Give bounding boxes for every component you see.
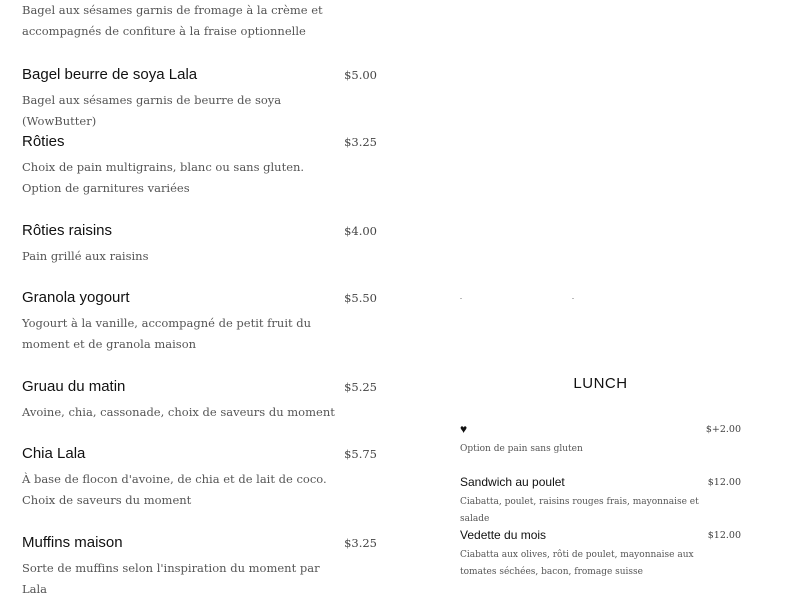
menu-item-description: Choix de pain multigrains, blanc ou sans gluten. Option de garnitures variées bbox=[22, 160, 305, 195]
menu-item bbox=[22, 133, 377, 199]
menu-item-price: $5.50 bbox=[344, 291, 377, 305]
menu-item bbox=[22, 222, 377, 267]
menu-item-description: Option de pain sans gluten bbox=[460, 444, 583, 454]
menu-item-name: Rôties raisins bbox=[22, 222, 113, 239]
divider bbox=[460, 298, 462, 299]
menu-item-price: $5.75 bbox=[344, 447, 377, 461]
menu-item bbox=[22, 445, 377, 511]
menu-item bbox=[22, 289, 377, 355]
menu-item-description: À base de flocon d'avoine, de chia et de lait de coco. Choix de saveurs du moment bbox=[22, 472, 327, 507]
menu-item-name: Gruau du matin bbox=[22, 378, 126, 395]
menu-item-name: Rôties bbox=[22, 133, 65, 150]
menu-item bbox=[460, 475, 741, 528]
menu-item-description: Sorte de muffins selon l'inspiration du moment par Lala bbox=[22, 561, 320, 596]
divider bbox=[572, 298, 574, 299]
menu-item bbox=[22, 378, 377, 423]
menu-item-price: $12.00 bbox=[707, 530, 741, 541]
menu-item-price: $12.00 bbox=[707, 477, 741, 488]
menu-item bbox=[22, 534, 377, 600]
menu-item-name: Granola yogourt bbox=[22, 289, 130, 306]
section-title-lunch: LUNCH bbox=[573, 375, 628, 392]
menu-item-description: Ciabatta, poulet, raisins rouges frais, mayonnaise et salade bbox=[460, 497, 699, 524]
intro-item-description: Bagel aux sésames garnis de fromage à la crème et accompagnés de confiture à la fraise optionnelle bbox=[22, 3, 323, 38]
menu-item-description: Pain grillé aux raisins bbox=[22, 249, 149, 263]
menu-item-name: Vedette du mois bbox=[460, 528, 547, 542]
menu-item-name: Muffins maison bbox=[22, 534, 123, 551]
menu-item-price: $+2.00 bbox=[705, 424, 741, 435]
menu-item-description: Yogourt à la vanille, accompagné de petit fruit du moment et de granola maison bbox=[22, 316, 312, 351]
menu-item-price: $3.25 bbox=[344, 135, 377, 149]
menu-item-name: Chia Lala bbox=[22, 445, 86, 462]
menu-item-price: $4.00 bbox=[344, 224, 377, 238]
menu-item-price: $3.25 bbox=[344, 536, 377, 550]
menu-item bbox=[22, 66, 377, 132]
menu-item-name: Bagel beurre de soya Lala bbox=[22, 66, 198, 83]
heart-icon: ♥ bbox=[460, 422, 468, 436]
menu-item-price: $5.25 bbox=[344, 380, 377, 394]
menu-item-price: $5.00 bbox=[344, 68, 377, 82]
menu-item-description: Avoine, chia, cassonade, choix de saveurs du moment bbox=[22, 405, 335, 419]
menu-item bbox=[460, 528, 741, 581]
menu-item-description: Bagel aux sésames garnis de beurre de soya (WowButter) bbox=[22, 93, 282, 128]
menu-item-name: Sandwich au poulet bbox=[460, 475, 565, 489]
menu-item bbox=[460, 422, 741, 458]
menu-item-description: Ciabatta aux olives, rôti de poulet, mayonnaise aux tomates séchées, bacon, fromage suisse bbox=[460, 550, 694, 577]
